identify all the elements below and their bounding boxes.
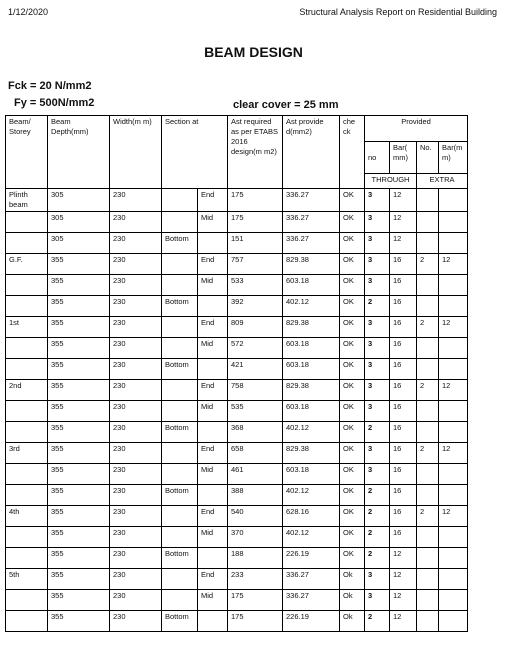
- cell-width: 230: [110, 485, 162, 506]
- cell-ast-provided: 829.38: [283, 317, 340, 338]
- cell-width: 230: [110, 443, 162, 464]
- cell-position: End: [198, 317, 228, 338]
- page-title: BEAM DESIGN: [204, 44, 303, 60]
- cell-storey: [6, 296, 48, 317]
- header-no-extra: No.: [417, 142, 439, 174]
- cell-storey: 3rd: [6, 443, 48, 464]
- cell-ast-provided: 336.27: [283, 212, 340, 233]
- cell-extra-size: [439, 569, 468, 590]
- cell-check: OK: [340, 422, 365, 443]
- report-header-title: Structural Analysis Report on Residential Building: [299, 7, 497, 17]
- cell-extra-count: [417, 189, 439, 212]
- cell-check: OK: [340, 296, 365, 317]
- cell-bar-count: 3: [365, 464, 390, 485]
- cell-position: End: [198, 506, 228, 527]
- table-row: [6, 527, 468, 548]
- cell-bar-size: 16: [390, 527, 417, 548]
- cell-check: OK: [340, 359, 365, 380]
- cell-width: 230: [110, 275, 162, 296]
- cell-extra-size: [439, 275, 468, 296]
- cell-ast-provided: 402.12: [283, 527, 340, 548]
- cell-bar-count: 3: [365, 254, 390, 275]
- cell-extra-size: 12: [439, 254, 468, 275]
- header-bar-extra: Bar(m m): [439, 142, 468, 174]
- cell-check: OK: [340, 464, 365, 485]
- header-section: Section at: [162, 116, 228, 189]
- cell-check: OK: [340, 485, 365, 506]
- cell-ast-required: 175: [228, 590, 283, 611]
- cell-width: 230: [110, 611, 162, 632]
- cell-width: 230: [110, 590, 162, 611]
- cell-depth: 355: [48, 254, 110, 275]
- cell-bar-size: 12: [390, 590, 417, 611]
- cell-bar-count: 3: [365, 275, 390, 296]
- cell-section: [162, 590, 198, 611]
- cell-bar-count: 3: [365, 233, 390, 254]
- cell-bar-count: 2: [365, 506, 390, 527]
- table-row: [6, 443, 468, 464]
- cell-width: 230: [110, 548, 162, 569]
- cell-bar-count: 3: [365, 401, 390, 422]
- cell-extra-size: [439, 233, 468, 254]
- cell-extra-size: 12: [439, 443, 468, 464]
- cell-depth: 355: [48, 401, 110, 422]
- cell-extra-size: [439, 485, 468, 506]
- cell-ast-provided: 603.18: [283, 275, 340, 296]
- header-through: THROUGH: [365, 174, 417, 189]
- cell-bar-size: 12: [390, 189, 417, 212]
- cell-extra-size: [439, 548, 468, 569]
- table-row: [6, 401, 468, 422]
- cell-section: [162, 506, 198, 527]
- cell-storey: [6, 338, 48, 359]
- cell-bar-count: 3: [365, 212, 390, 233]
- cell-ast-provided: 402.12: [283, 485, 340, 506]
- cell-depth: 355: [48, 443, 110, 464]
- cell-section: [162, 527, 198, 548]
- table-row: [6, 296, 468, 317]
- cell-position: End: [198, 380, 228, 401]
- cell-extra-count: [417, 359, 439, 380]
- cell-width: 230: [110, 401, 162, 422]
- cell-bar-size: 16: [390, 506, 417, 527]
- clear-cover-value: clear cover = 25 mm: [233, 99, 339, 111]
- table-row: [6, 189, 468, 212]
- cell-position: End: [198, 569, 228, 590]
- cell-extra-size: 12: [439, 506, 468, 527]
- cell-storey: [6, 233, 48, 254]
- cell-ast-required: 175: [228, 212, 283, 233]
- header-storey: Beam/ Storey: [6, 116, 48, 189]
- cell-position: Mid: [198, 464, 228, 485]
- header-ast-required: Ast required as per ETABS 2016 design(m m2): [228, 116, 283, 189]
- cell-width: 230: [110, 506, 162, 527]
- cell-bar-count: 2: [365, 296, 390, 317]
- cell-section: [162, 401, 198, 422]
- cell-ast-provided: 402.12: [283, 296, 340, 317]
- cell-bar-size: 16: [390, 443, 417, 464]
- cell-section: [162, 254, 198, 275]
- cell-bar-count: 3: [365, 443, 390, 464]
- cell-extra-size: [439, 401, 468, 422]
- cell-check: Ok: [340, 569, 365, 590]
- cell-check: Ok: [340, 611, 365, 632]
- cell-check: OK: [340, 506, 365, 527]
- cell-ast-required: 757: [228, 254, 283, 275]
- cell-bar-size: 16: [390, 422, 417, 443]
- cell-extra-count: [417, 569, 439, 590]
- cell-depth: 355: [48, 380, 110, 401]
- cell-depth: 355: [48, 548, 110, 569]
- cell-section: Bottom: [162, 548, 198, 569]
- cell-storey: [6, 548, 48, 569]
- cell-check: OK: [340, 212, 365, 233]
- cell-bar-size: 16: [390, 317, 417, 338]
- cell-bar-size: 12: [390, 548, 417, 569]
- table-row: [6, 254, 468, 275]
- cell-depth: 305: [48, 189, 110, 212]
- cell-bar-count: 3: [365, 317, 390, 338]
- cell-bar-count: 3: [365, 569, 390, 590]
- cell-position: [198, 359, 228, 380]
- cell-bar-count: 3: [365, 380, 390, 401]
- cell-depth: 355: [48, 590, 110, 611]
- cell-width: 230: [110, 254, 162, 275]
- cell-extra-size: [439, 189, 468, 212]
- cell-bar-count: 2: [365, 611, 390, 632]
- cell-position: [198, 611, 228, 632]
- cell-bar-count: 3: [365, 590, 390, 611]
- cell-ast-required: 572: [228, 338, 283, 359]
- cell-section: Bottom: [162, 422, 198, 443]
- table-row: [6, 506, 468, 527]
- cell-extra-count: [417, 401, 439, 422]
- cell-section: [162, 338, 198, 359]
- cell-position: Mid: [198, 401, 228, 422]
- cell-bar-count: 2: [365, 527, 390, 548]
- cell-check: OK: [340, 527, 365, 548]
- cell-ast-provided: 226.19: [283, 611, 340, 632]
- cell-extra-size: [439, 338, 468, 359]
- cell-section: [162, 464, 198, 485]
- cell-ast-provided: 603.18: [283, 338, 340, 359]
- table-row: [6, 212, 468, 233]
- header-depth: Beam Depth(mm): [48, 116, 110, 189]
- cell-storey: [6, 212, 48, 233]
- table-row: [6, 611, 468, 632]
- cell-ast-required: 535: [228, 401, 283, 422]
- cell-extra-count: [417, 338, 439, 359]
- cell-extra-count: 2: [417, 317, 439, 338]
- cell-ast-provided: 603.18: [283, 359, 340, 380]
- cell-bar-count: 3: [365, 338, 390, 359]
- header-provided: Provided: [365, 116, 468, 142]
- fck-value: Fck = 20 N/mm2: [8, 80, 92, 92]
- cell-bar-count: 3: [365, 189, 390, 212]
- table-row: [6, 569, 468, 590]
- cell-ast-provided: 603.18: [283, 464, 340, 485]
- cell-bar-size: 16: [390, 296, 417, 317]
- cell-position: [198, 296, 228, 317]
- report-date: 1/12/2020: [8, 7, 49, 17]
- cell-bar-count: 3: [365, 359, 390, 380]
- table-row: [6, 422, 468, 443]
- cell-width: 230: [110, 464, 162, 485]
- header-no: no: [365, 142, 390, 174]
- table-row: [6, 359, 468, 380]
- cell-width: 230: [110, 189, 162, 212]
- cell-extra-size: 12: [439, 380, 468, 401]
- cell-ast-provided: 402.12: [283, 422, 340, 443]
- cell-check: OK: [340, 254, 365, 275]
- cell-ast-required: 461: [228, 464, 283, 485]
- cell-ast-provided: 336.27: [283, 590, 340, 611]
- cell-section: [162, 380, 198, 401]
- table-row: [6, 464, 468, 485]
- cell-bar-size: 12: [390, 233, 417, 254]
- cell-section: [162, 317, 198, 338]
- cell-bar-size: 16: [390, 359, 417, 380]
- cell-extra-size: [439, 464, 468, 485]
- cell-ast-required: 388: [228, 485, 283, 506]
- cell-ast-provided: 336.27: [283, 189, 340, 212]
- cell-ast-provided: 336.27: [283, 233, 340, 254]
- cell-ast-required: 175: [228, 189, 283, 212]
- cell-ast-provided: 603.18: [283, 401, 340, 422]
- cell-section: [162, 212, 198, 233]
- cell-bar-size: 12: [390, 611, 417, 632]
- cell-bar-count: 2: [365, 548, 390, 569]
- cell-check: OK: [340, 189, 365, 212]
- cell-ast-required: 370: [228, 527, 283, 548]
- cell-ast-required: 175: [228, 611, 283, 632]
- cell-section: [162, 189, 198, 212]
- cell-bar-size: 12: [390, 212, 417, 233]
- cell-storey: 5th: [6, 569, 48, 590]
- header-bar: Bar( mm): [390, 142, 417, 174]
- cell-extra-count: [417, 527, 439, 548]
- cell-check: OK: [340, 317, 365, 338]
- table-row: [6, 233, 468, 254]
- cell-depth: 355: [48, 527, 110, 548]
- table-row: [6, 548, 468, 569]
- cell-ast-required: 233: [228, 569, 283, 590]
- cell-width: 230: [110, 212, 162, 233]
- cell-storey: 2nd: [6, 380, 48, 401]
- cell-width: 230: [110, 317, 162, 338]
- cell-position: Mid: [198, 338, 228, 359]
- cell-check: OK: [340, 275, 365, 296]
- cell-extra-count: 2: [417, 506, 439, 527]
- table-row: [6, 338, 468, 359]
- cell-ast-required: 809: [228, 317, 283, 338]
- cell-extra-count: [417, 611, 439, 632]
- cell-depth: 355: [48, 611, 110, 632]
- cell-check: Ok: [340, 590, 365, 611]
- cell-section: Bottom: [162, 611, 198, 632]
- cell-extra-size: [439, 527, 468, 548]
- table-row: [6, 275, 468, 296]
- cell-storey: [6, 611, 48, 632]
- cell-extra-size: [439, 422, 468, 443]
- cell-depth: 355: [48, 506, 110, 527]
- table-row: [6, 590, 468, 611]
- cell-storey: [6, 590, 48, 611]
- cell-extra-size: [439, 296, 468, 317]
- cell-extra-count: 2: [417, 254, 439, 275]
- cell-section: Bottom: [162, 485, 198, 506]
- cell-storey: [6, 401, 48, 422]
- cell-check: OK: [340, 548, 365, 569]
- cell-extra-size: [439, 212, 468, 233]
- cell-bar-count: 2: [365, 485, 390, 506]
- fy-value: Fy = 500N/mm2: [14, 97, 95, 109]
- cell-ast-required: 758: [228, 380, 283, 401]
- cell-storey: [6, 422, 48, 443]
- cell-storey: [6, 464, 48, 485]
- cell-width: 230: [110, 422, 162, 443]
- cell-extra-count: [417, 485, 439, 506]
- cell-check: OK: [340, 443, 365, 464]
- cell-section: [162, 443, 198, 464]
- cell-depth: 355: [48, 485, 110, 506]
- cell-position: [198, 233, 228, 254]
- cell-extra-count: [417, 464, 439, 485]
- beam-design-table: [5, 115, 468, 632]
- cell-storey: [6, 275, 48, 296]
- table-row: [6, 485, 468, 506]
- cell-storey: [6, 359, 48, 380]
- cell-check: OK: [340, 380, 365, 401]
- cell-ast-provided: 829.38: [283, 443, 340, 464]
- cell-ast-provided: 829.38: [283, 380, 340, 401]
- cell-section: [162, 275, 198, 296]
- cell-width: 230: [110, 338, 162, 359]
- cell-storey: 4th: [6, 506, 48, 527]
- cell-ast-provided: 829.38: [283, 254, 340, 275]
- cell-ast-provided: 628.16: [283, 506, 340, 527]
- cell-extra-count: [417, 548, 439, 569]
- cell-extra-size: [439, 611, 468, 632]
- cell-bar-size: 16: [390, 338, 417, 359]
- cell-depth: 355: [48, 464, 110, 485]
- cell-extra-count: [417, 212, 439, 233]
- cell-depth: 355: [48, 359, 110, 380]
- cell-storey: 1st: [6, 317, 48, 338]
- cell-section: [162, 569, 198, 590]
- cell-bar-size: 16: [390, 254, 417, 275]
- cell-width: 230: [110, 569, 162, 590]
- cell-position: Mid: [198, 590, 228, 611]
- cell-depth: 305: [48, 233, 110, 254]
- cell-position: Mid: [198, 527, 228, 548]
- cell-storey: G.F.: [6, 254, 48, 275]
- cell-extra-count: 2: [417, 380, 439, 401]
- cell-ast-required: 421: [228, 359, 283, 380]
- cell-depth: 355: [48, 317, 110, 338]
- cell-ast-provided: 336.27: [283, 569, 340, 590]
- cell-position: [198, 422, 228, 443]
- cell-depth: 355: [48, 338, 110, 359]
- cell-extra-count: [417, 422, 439, 443]
- cell-bar-size: 16: [390, 401, 417, 422]
- cell-extra-count: [417, 233, 439, 254]
- cell-ast-required: 392: [228, 296, 283, 317]
- cell-ast-required: 540: [228, 506, 283, 527]
- header-ast-provided: Ast provide d(mm2): [283, 116, 340, 189]
- cell-bar-size: 16: [390, 380, 417, 401]
- table-row: [6, 380, 468, 401]
- cell-width: 230: [110, 296, 162, 317]
- cell-extra-count: [417, 590, 439, 611]
- cell-ast-required: 533: [228, 275, 283, 296]
- cell-ast-required: 151: [228, 233, 283, 254]
- cell-ast-required: 658: [228, 443, 283, 464]
- cell-ast-provided: 226.19: [283, 548, 340, 569]
- cell-ast-required: 368: [228, 422, 283, 443]
- cell-extra-count: [417, 296, 439, 317]
- cell-extra-size: [439, 590, 468, 611]
- cell-depth: 355: [48, 569, 110, 590]
- header-check: che ck: [340, 116, 365, 189]
- cell-depth: 355: [48, 296, 110, 317]
- cell-section: Bottom: [162, 233, 198, 254]
- cell-section: Bottom: [162, 359, 198, 380]
- cell-ast-required: 188: [228, 548, 283, 569]
- header-width: Width(m m): [110, 116, 162, 189]
- cell-bar-size: 12: [390, 569, 417, 590]
- cell-width: 230: [110, 527, 162, 548]
- cell-section: Bottom: [162, 296, 198, 317]
- table-row: [6, 317, 468, 338]
- cell-depth: 305: [48, 212, 110, 233]
- cell-position: Mid: [198, 212, 228, 233]
- cell-extra-count: 2: [417, 443, 439, 464]
- cell-position: [198, 485, 228, 506]
- cell-bar-size: 16: [390, 464, 417, 485]
- cell-position: [198, 548, 228, 569]
- cell-bar-count: 2: [365, 422, 390, 443]
- cell-position: End: [198, 189, 228, 212]
- cell-extra-count: [417, 275, 439, 296]
- header-extra: EXTRA: [417, 174, 468, 189]
- cell-storey: Plinth beam: [6, 189, 48, 212]
- cell-extra-size: 12: [439, 317, 468, 338]
- cell-position: End: [198, 443, 228, 464]
- cell-storey: [6, 527, 48, 548]
- cell-position: End: [198, 254, 228, 275]
- cell-position: Mid: [198, 275, 228, 296]
- cell-width: 230: [110, 359, 162, 380]
- cell-check: OK: [340, 401, 365, 422]
- cell-storey: [6, 485, 48, 506]
- cell-depth: 355: [48, 422, 110, 443]
- cell-bar-size: 16: [390, 275, 417, 296]
- cell-check: OK: [340, 338, 365, 359]
- cell-width: 230: [110, 380, 162, 401]
- cell-bar-size: 16: [390, 485, 417, 506]
- cell-check: OK: [340, 233, 365, 254]
- cell-depth: 355: [48, 275, 110, 296]
- cell-width: 230: [110, 233, 162, 254]
- cell-extra-size: [439, 359, 468, 380]
